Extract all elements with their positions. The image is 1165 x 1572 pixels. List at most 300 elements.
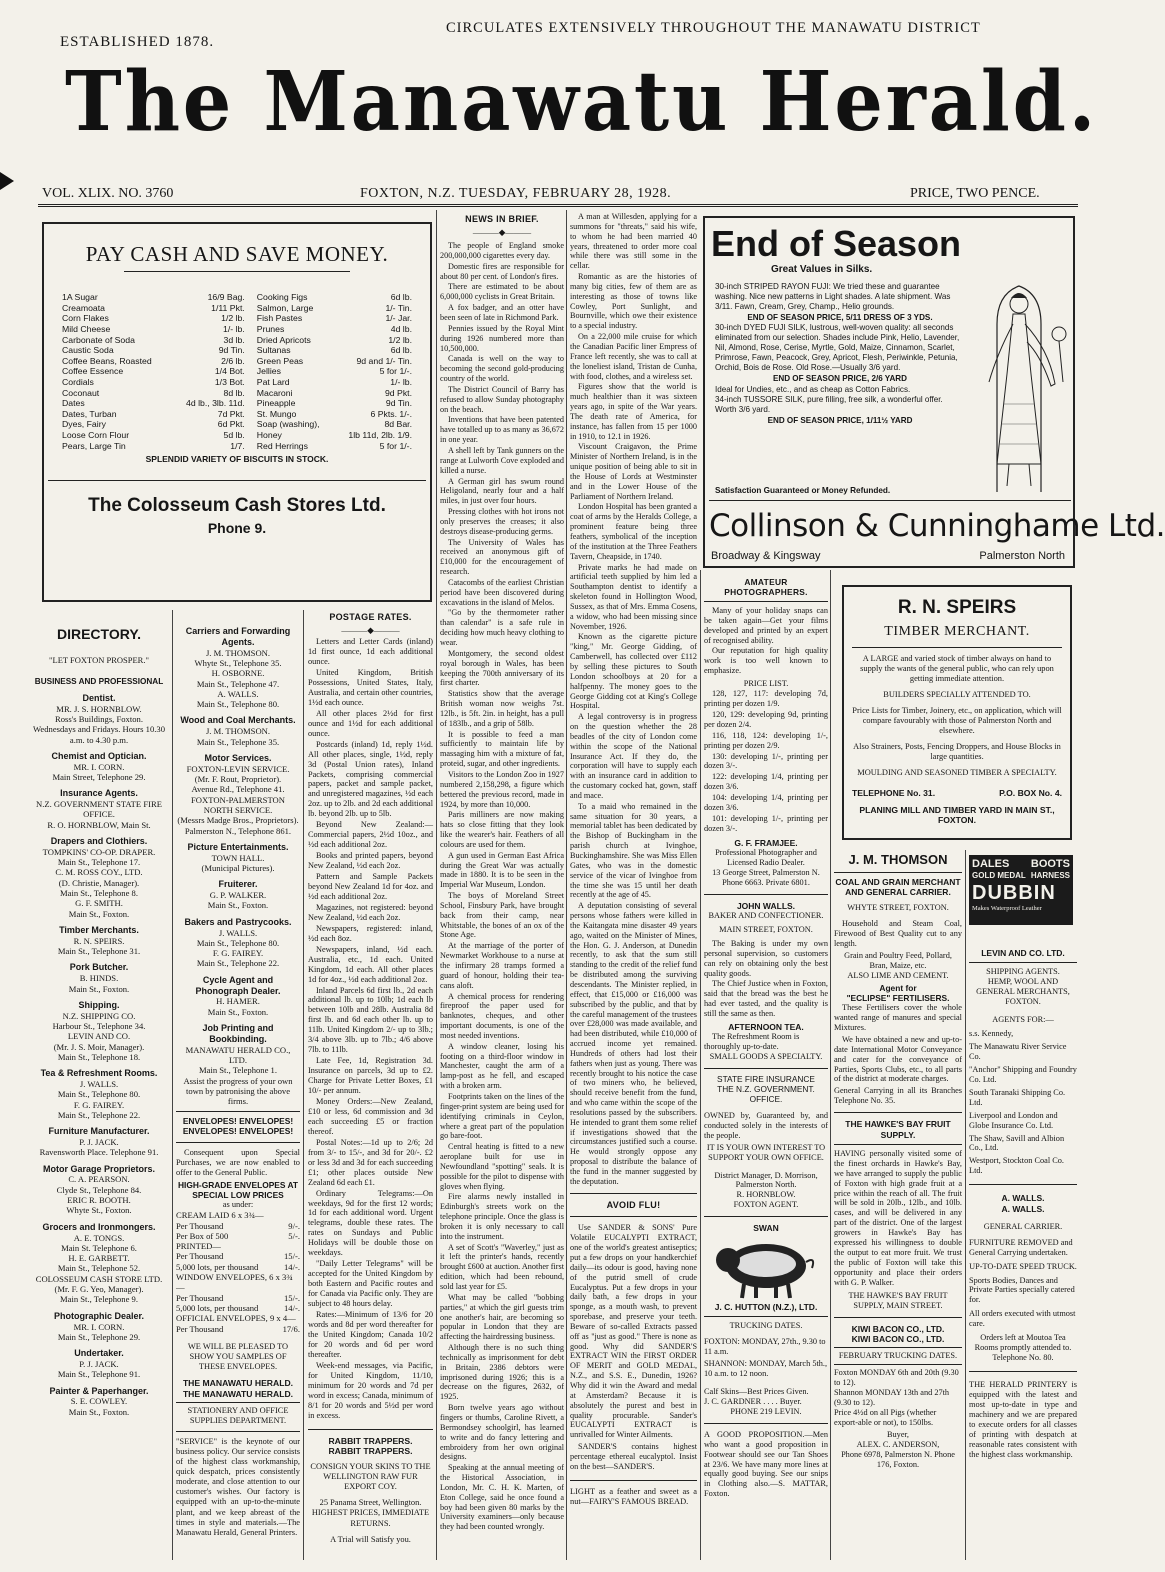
item-price: 9d and 1/- Tin. bbox=[356, 355, 412, 366]
item-name: Caustic Soda bbox=[62, 345, 114, 356]
postage-paragraph: Postcards (inland) 1d, reply 1½d. All other places, single, 1½d, reply 3d (Postal Union rates), Inland Packets, comprising commercial papers, packet and sample packet, and unregistered magazines, ½d each 2oz. up to 2lb. and 2d each additional lb. beyond 2lb. up to 5lb. bbox=[308, 739, 433, 819]
directory-entry: H. E. GARBETT. bbox=[68, 1253, 130, 1264]
kiwi-phone: Phone 6978, Palmerston N. Phone 176, Foxton. bbox=[841, 1449, 955, 1469]
envelope-price-row bbox=[176, 1251, 300, 1261]
directory-entry: G. P. WALKER. bbox=[209, 890, 267, 901]
directory-category: Cycle Agent and Phonograph Dealer. bbox=[195, 974, 281, 996]
news-item: Paris milliners are now making hats so close fitting that they look like the wearer's hair. Feathers of all colours are used for them. bbox=[440, 810, 564, 849]
directory-category: Timber Merchants. bbox=[59, 925, 139, 936]
levin-column bbox=[969, 948, 1077, 1560]
directory-entry: J. M. THOMSON. bbox=[205, 647, 271, 658]
directory-entry: Avenue Rd., Telephone 41. bbox=[191, 784, 285, 795]
directory-entry: Main St., Foxton. bbox=[207, 900, 269, 911]
news-heading: NEWS IN BRIEF. bbox=[465, 214, 539, 224]
walls-text: The Baking is under my own personal supervision, so customers can rely on obtaining only the best quality goods. bbox=[704, 939, 828, 979]
item-name: Macaroni bbox=[256, 387, 293, 398]
item-price: 6d lb. bbox=[390, 292, 412, 303]
postage-paragraph: Rates:—Minimum of 13/6 for 20 words and 8d per word thereafter for the United Kingdom; Canada 10/2 for 20 words and 6d per word thereafter. bbox=[308, 1310, 433, 1359]
directory-entry: (Municipal Pictures). bbox=[201, 862, 275, 873]
season-price: END OF SEASON PRICE, 2/6 YARD bbox=[772, 373, 908, 383]
envelope-item: Per Box of 500 bbox=[176, 1230, 229, 1241]
item-name: Coffee Beans, Roasted bbox=[62, 355, 152, 366]
envelope-price: 15/-. bbox=[284, 1292, 300, 1303]
directory-entry: Main St., Foxton. bbox=[68, 908, 130, 919]
directory-entry: MR. I. CORN. bbox=[73, 761, 125, 772]
news-item: A legal controversy is in progress on the question whether the 28 beadles of the city of London come within the scope of the National Insurance Act. If they do, the corporation will have to supply each with an insurance card in addition to the customary cocked hat, gown, staff and mace. bbox=[570, 712, 697, 800]
directory-entry: Ravensworth Place. Telephone 91. bbox=[39, 1147, 159, 1158]
envelope-price-row bbox=[176, 1324, 300, 1334]
walls-address: MAIN STREET, FOXTON. bbox=[719, 925, 813, 935]
herald-printery: THE HERALD PRINTERY is equipped with the latest and most up-to-date in type and machinery and we are prepared to execute orders for all classes of printing with despatch at reasonable rates consistent with the highest class workmanship. bbox=[969, 1380, 1077, 1459]
store-name: The Colosseum Cash Stores Ltd. bbox=[88, 495, 386, 517]
directory-category: Fruiterer. bbox=[218, 879, 258, 890]
speirs-box: P.O. BOX No. 4. bbox=[999, 788, 1062, 799]
envelope-item: WINDOW ENVELOPES, 6 x 3¾— bbox=[176, 1272, 293, 1293]
item-name: Pears, Large Tin bbox=[62, 440, 126, 451]
postage-heading: POSTAGE RATES. bbox=[329, 612, 412, 622]
item-name: Green Peas bbox=[256, 355, 304, 366]
postage-paragraph: Beyond New Zealand:—Commercial papers, 2½d 10oz., and ½d each additional 2oz. bbox=[308, 820, 433, 850]
envelope-price-row bbox=[176, 1262, 300, 1272]
news-item: A fox badger, and an otter have been seen of late in Richmond Park. bbox=[440, 303, 564, 323]
afternoon-tea: AFTERNOON TEA. bbox=[728, 1021, 804, 1032]
hutton-firm: J. C. HUTTON (N.Z.), LTD. bbox=[714, 1301, 818, 1312]
directory-entry: C. A. PEARSON. bbox=[68, 1174, 130, 1185]
news-item: Romantic as are the histories of many big cities, few of them are as interesting as those of towns like Cowley, Port Sunlight, and Bournville, which owe their existence to a special industry. bbox=[570, 272, 697, 331]
item-price: 7d Pkt. bbox=[217, 408, 245, 419]
kiwi-dates: FEBRUARY TRUCKING DATES. bbox=[838, 1351, 958, 1361]
insurance-heading-2: THE N.Z. GOVERNMENT. bbox=[717, 1083, 815, 1094]
envelope-item: Per Thousand bbox=[176, 1292, 224, 1303]
item-price: 4d lb., 3lb. 11d. bbox=[186, 398, 245, 409]
directory-entry: J. WALLS. bbox=[79, 1079, 119, 1090]
thomson-lime: ALSO LIME AND CEMENT. bbox=[847, 970, 949, 980]
insurance-cap: IT IS YOUR OWN INTEREST TO SUPPORT YOUR OWN OFFICE. bbox=[706, 1142, 826, 1162]
envelope-item: 5,000 lots, per thousand bbox=[176, 1303, 259, 1314]
news-item: A set of Scott's "Waverley," just as it left the printer's hands, recently brought £600 at auction. Another first edition, which had been rebound, sold last year for £5. bbox=[440, 1242, 564, 1292]
envelope-item: Per Thousand bbox=[176, 1323, 224, 1334]
speirs-strainers: Also Strainers, Posts, Fencing Droppers, and House Blocks in large quantities. bbox=[853, 742, 1061, 762]
item-name: Coconaut bbox=[62, 387, 100, 398]
silk-item: 34-inch TUSSORE SILK, pure filling, free silk, a wonderful offer. Worth 3/6 yard. bbox=[715, 395, 943, 415]
kiwi-price: Price 4½d on all Pigs (whether export-able or not), to 150lbs. bbox=[834, 1408, 937, 1428]
envelope-price-row bbox=[176, 1303, 300, 1313]
speirs-builders: BUILDERS SPECIALLY ATTENDED TO. bbox=[883, 689, 1031, 699]
directory-entry: Main St., Telephone 91. bbox=[57, 1369, 141, 1380]
item-price: 5d lb. bbox=[223, 429, 245, 440]
directory-category: Insurance Agents. bbox=[60, 788, 138, 799]
thomson-carrying: General Carrying in all its Branches Telephone No. 35. bbox=[834, 1086, 962, 1106]
item-price: 4d lb. bbox=[390, 324, 412, 335]
thomson-coal: Household and Steam Coal, Firewood of Best Quality cut to any length. bbox=[834, 918, 962, 948]
news-item: What may be called "bobbing parties," at which the girl guests trim one another's hair, are becoming so popular in London that they are affecting the hairdressing business. bbox=[440, 1292, 564, 1342]
speirs-text: A LARGE and varied stock of timber always on hand to supply the wants of the general public, who can rely upon getting immediate attention. bbox=[860, 653, 1054, 683]
envelope-price-row bbox=[176, 1221, 300, 1231]
news-item: The District Council of Barry has refused to allow Sunday photography on the beach. bbox=[440, 384, 564, 414]
dateline: FOXTON, N.Z. TUESDAY, FEBRUARY 28, 1928. bbox=[360, 186, 672, 201]
swan-label: SWAN bbox=[753, 1223, 779, 1234]
directory-category: Bakers and Pastrycooks. bbox=[184, 916, 292, 927]
envelope-price-row bbox=[176, 1241, 300, 1251]
envelope-item: CREAM LAID 6 x 3¾— bbox=[176, 1210, 264, 1221]
rabbit-heading-1: RABBIT TRAPPERS. bbox=[328, 1435, 413, 1446]
speirs-moulding: MOULDING AND SEASONED TIMBER A SPECIALTY. bbox=[857, 768, 1057, 778]
price-row bbox=[60, 345, 414, 356]
gardner-buyer: J. C. GARDNER . . . . Buyer. bbox=[704, 1396, 802, 1406]
thomson-agent: Agent for bbox=[879, 982, 917, 993]
price-row bbox=[60, 366, 414, 377]
directory-entry: MR. J. S. HORNBLOW. bbox=[56, 703, 142, 714]
herald-line-1: THE MANAWATU HERALD. bbox=[182, 1378, 294, 1389]
hawkes-bay-text: HAVING personally visited some of the finest orchards in Hawke's Bay, we have arranged to supply the public of Foxton with high grade fruit at a price within the reach of all. The fruit will be sold in 20lb., 12lb., and 10lb. cases, and will be delivered in any part of the district. One of the largest growers in Hawke's Bay has expressed his willingness to double the output to eat more fruit. We trust the public of Foxton will take this opportunity and place their orders with G. P. Walker. bbox=[834, 1148, 962, 1288]
price-row bbox=[60, 313, 414, 324]
directory-category: Dentist. bbox=[82, 692, 116, 703]
hawkes-bay-heading: THE HAWKE'S BAY FRUIT SUPPLY. bbox=[845, 1119, 951, 1140]
price-list-heading: PRICE LIST. bbox=[743, 678, 789, 688]
price-row bbox=[60, 377, 414, 388]
envelope-price-row bbox=[176, 1210, 300, 1220]
dubbin-ad bbox=[969, 855, 1073, 925]
hutton-trucking: TRUCKING DATES. bbox=[729, 1321, 803, 1331]
directory-entry: Main St., Telephone 80. bbox=[57, 1089, 141, 1100]
news-item: To a maid who remained in the same situation for 30 years, a memorial tablet has been dedicated by the Bishop of Buckingham in the parish church at Ivinghoe, Buckinghamshire. She was Miss Ellen Gates, who was in the domestic service of the vicar of Ivinghoe from the time she was 15 until her death recently at the age of 45. bbox=[570, 801, 697, 900]
insurance-heading-3: OFFICE. bbox=[749, 1093, 783, 1104]
news-item: Canada is well on the way to becoming the second gold-producing country of the world. bbox=[440, 354, 564, 384]
item-name: Jellies bbox=[256, 366, 281, 377]
awalls-heading-1: A. WALLS. bbox=[1001, 1193, 1045, 1204]
kiwi-name: ALEX. C. ANDERSON, bbox=[856, 1439, 940, 1449]
thomson-column bbox=[834, 852, 962, 1562]
collinson-address-right: Palmerston North bbox=[979, 550, 1065, 562]
gardner-phone: PHONE 219 LEVIN. bbox=[730, 1406, 802, 1416]
item-name: Sultanas bbox=[256, 345, 291, 356]
directory-entry: Whyte St., Foxton. bbox=[66, 1205, 132, 1216]
price-row bbox=[60, 388, 414, 399]
price-row bbox=[60, 398, 414, 409]
item-name: Coffee Essence bbox=[62, 366, 124, 377]
postage-paragraph: "Daily Letter Telegrams" will be accepted for the United Kingdom by both Eastern and Pacific routes and for Canada via Pacific only. They are subject to 48 hours delay. bbox=[308, 1259, 433, 1309]
agency-item: Westport, Stockton Coal Co. Ltd. bbox=[969, 1156, 1064, 1176]
directory-entry: (Messrs Madge Bros., Proprietors). bbox=[177, 815, 299, 826]
directory-entry: Main St., Foxton. bbox=[68, 983, 130, 994]
item-name: Corn Flakes bbox=[62, 313, 109, 324]
directory-entry: Main St., Telephone 1. bbox=[198, 1065, 277, 1076]
postage-paragraph: Money Orders:—New Zealand, £10 or less, 6d commission and 3d each succeeding £5 or fraction thereof. bbox=[308, 1097, 433, 1136]
directory-entry: Main St., Telephone 29. bbox=[57, 1331, 141, 1342]
item-name: Prunes bbox=[256, 324, 285, 335]
insurance-agent-2: FOXTON AGENT. bbox=[733, 1200, 799, 1210]
item-price: 2/6 lb. bbox=[221, 355, 245, 366]
directory-entry: COLOSSEUM CASH STORE LTD. bbox=[35, 1273, 163, 1284]
directory-entry: Clyde St., Telephone 84. bbox=[56, 1184, 142, 1195]
price-line: PRICE, TWO PENCE. bbox=[910, 186, 1040, 201]
news-item: A window cleaner, losing his footing on a third-floor window in Manchester, caught the arm of a lamp-post as he fell, and escaped with a broken arm. bbox=[440, 1041, 564, 1091]
item-price: 1/3 Bot. bbox=[214, 377, 245, 388]
postage-paragraph: Books and printed papers, beyond New Zealand, ½d each 2oz. bbox=[308, 851, 433, 871]
fairy-bread-text: LIGHT as a feather and sweet as a nut—FAIRY'S FAMOUS BREAD. bbox=[570, 1486, 697, 1506]
thomson-conveyance: We have obtained a new and up-to-date International Motor Conveyance and cater for the conveyance of Parties, Sports Clubs, etc., to all parts of the district at moderate charges. bbox=[834, 1034, 962, 1084]
news-item: It is possible to feed a man sufficiently to maintain life by massaging him with a mixture of fat, proteid, sugar, and other ingredients. bbox=[440, 729, 564, 769]
colosseum-cash-stores-ad bbox=[42, 222, 432, 602]
item-price: 1/- Jar. bbox=[385, 313, 412, 324]
awalls-carrier: GENERAL CARRIER. bbox=[983, 1221, 1063, 1231]
directory-category: Drapers and Clothiers. bbox=[50, 836, 148, 847]
directory-entry: R. O. HORNBLOW, Main St. bbox=[47, 819, 151, 830]
hutton-shannon: SHANNON: MONDAY, March 5th., 10 a.m. to 12 noon. bbox=[704, 1358, 828, 1378]
item-price: 1/4 Bot. bbox=[214, 366, 245, 377]
directory-entry: (Mr. F. Rout, Proprietor). bbox=[194, 774, 282, 784]
silk-subheading: Great Values in Silks. bbox=[771, 264, 873, 275]
item-price: 9d Tin. bbox=[218, 345, 245, 356]
postage-paragraph: United Kingdom, British Possessions, United States, Italy, Australia, and certain other countries, 1½d each ounce. bbox=[308, 667, 433, 707]
rabbit-trial: A Trial will Satisfy you. bbox=[330, 1534, 411, 1544]
directory-category: Furniture Manufacturer. bbox=[48, 1126, 150, 1137]
price-row bbox=[60, 409, 414, 420]
awalls-heading-2: A. WALLS. bbox=[1001, 1203, 1045, 1214]
directory-entry: MANAWATU HERALD CO., LTD. bbox=[185, 1044, 291, 1065]
thomson-trade: COAL AND GRAIN MERCHANT AND GENERAL CARRIER. bbox=[835, 876, 961, 897]
thomson-grain: Grain and Poultry Feed, Pollard, Bran, Maize, etc. bbox=[844, 950, 952, 970]
levin-merchants: HEMP, WOOL AND GENERAL MERCHANTS, FOXTON. bbox=[976, 977, 1070, 1007]
agency-item: s.s. Kennedy, bbox=[969, 1028, 1014, 1038]
price-row bbox=[60, 324, 414, 335]
directory-column bbox=[32, 626, 166, 1561]
envelope-price-row bbox=[176, 1231, 300, 1241]
afternoon-tea-text: The Refreshment Room is thoroughly up-to-date. bbox=[704, 1032, 800, 1051]
news-item: A shell left by Tank gunners on the range at Lulworth Cove exploded and killed a nurse. bbox=[440, 445, 564, 475]
awalls-orders: All orders executed with utmost care. bbox=[969, 1309, 1076, 1329]
small-goods: SMALL GOODS A SPECIALTY. bbox=[709, 1051, 823, 1061]
photo-price: 116, 118, 124: developing 1/-, printing per dozen 2/9. bbox=[704, 730, 828, 750]
item-price: 6d lb. bbox=[390, 345, 412, 356]
awalls-furniture: FURNITURE REMOVED and General Carrying undertaken. bbox=[969, 1237, 1073, 1257]
item-price: 1/- lb. bbox=[390, 377, 412, 388]
news-item: Born twelve years ago without fingers or thumbs, Caroline Rivett, a Bermondsey schoolgirl, has learned to write and do fancy lettering and embroidery from her own original designs. bbox=[440, 1403, 564, 1462]
speirs-name: R. N. SPEIRS bbox=[897, 597, 1017, 618]
news-item: Inventions that have been patented have totalled up to as many as 36,672 in one year. bbox=[440, 415, 564, 445]
item-name: St. Mungo bbox=[256, 408, 297, 419]
directory-entry: Main St., Telephone 17. bbox=[57, 857, 141, 868]
directory-entry: Main St., Foxton. bbox=[68, 1406, 130, 1417]
season-price: END OF SEASON PRICE, 1/11½ YARD bbox=[767, 416, 913, 426]
directory-heading: DIRECTORY. bbox=[56, 626, 141, 642]
volume-number: VOL. XLIX. NO. 3760 bbox=[42, 186, 174, 201]
awalls-sports: Sports Bodies, Dances and Private Parties specially catered for. bbox=[969, 1275, 1075, 1305]
postage-paragraph: Inland Parcels 6d first lb., 2d each additional lb. up to 10lb; 1d each lb between 10lb and 28lb. Australia 8d first lb. and 6d each other lb. up to 11lb. United Kingdom 2/- up to 3lb.; 3/4 above 3lb. up to 7lb.; 4/6 above 7lb. to 11lb. bbox=[308, 985, 433, 1055]
directory-entry: LEVIN AND CO. bbox=[67, 1031, 131, 1042]
walls-trade: BAKER AND CONFECTIONER. bbox=[708, 911, 824, 921]
directory-entry: Main St., Telephone 8. bbox=[59, 888, 138, 899]
news-item: At the marriage of the porter of Newmarket Workhouse to a nurse at the infirmary 28 tramps formed a guard of honour, holding their tea-cans aloft. bbox=[440, 941, 564, 990]
directory-entry: A. WALLS. bbox=[217, 688, 259, 699]
directory-entry: R. N. SPEIRS. bbox=[73, 935, 125, 946]
directory-entry: J. M. THOMSON. bbox=[205, 726, 271, 737]
news-in-brief-column: NEWS IN BRIEF. ———◆——— The people of England smoke 200,000,000 cigarettes every day. Domestic fires are responsible for about 80 per cent. of London's fires. There are estimated to be about 6,000,000 cyclists in Great Britain. A fox badger, and an otter have been seen of late in Richmond Park. Pennies issued by the Royal Mint during 1926 numbered more than 10,500,000. Canada is well on the way to becoming the second gold-producing country of the world. The District Council of Barry has refused to allow Sunday photography on the beach. Inventions that have been patented have totalled up to as many as 36,672 in one year. A shell left by Tank gunners on the range at Lulworth Cove exploded and killed a nurse. A German girl has swum round Heligoland, nearly four and a half miles, in just over four hours. Pressing clothes with hot irons not only preserves the creases; it also destroys disease-producing germs. The University of Wales has received an anonymous gift of £10,000 for the encouragement of research. Catacombs of the earliest Christian period have been discovered during excavations in the island of Melos. "Go by the thermometer rather than calendar" is a safe rule in deciding how much heavy clothing to wear. Montgomery, the second oldest royal borough in Wales, has been keeping the 700th anniversary of its first charter. Statistics show that the average British woman now weighs 7st. 12lb., is 5ft. 2in. in height, has a pull of 183lb., and a grip of 58lb. It is possible to feed a man sufficiently to maintain life by massaging him with a mixture of fat, proteid, sugar, and other ingredients. Visitors to the London Zoo in 1927 numbered 2,158,298, a figure which bettered the previous record, made in 1924, by more than 10,000. Paris milliners are now making hats so close fitting that they look like the wearer's hair. Feathers of all colours are used for them. A gun used in German East Africa during the Great War was actually made in 1880. It is to be seen in the Imperial War Museum, London. The boys of Moreland Street School, Finsbury Park, have brought back from their camp, near Whitstable, the bones of an ox of the Stone Age. At the marriage of the porter of Newmarket Workhouse to a nurse at the infirmary 28 tramps formed a guard of honour, holding their tea-cans aloft. A chemical process for rendering fireproof the paper used for banknotes, cheques, and other important documents, is one of the most needed inventions. A window cleaner, losing his footing on a third-floor window in Manchester, caught the arm of a lamp-post as he fell, and escaped with a broken arm. Footprints taken on the lines of the finger-print system are being used for identifying criminals in Ceylon, where a great part of the population go bare-foot. Central heating is fitted to a new aeroplane built for use in Newfoundland "spotting" seals. It is possible for the pilot to dispense with gloves when flying. Fire alarms newly installed in Edinburgh's streets work on the telephone principle. Once the glass is broken it is only necessary to call into the instrument. A set of Scott's "Waverley," just as it left the printer's hands, recently brought £600 at auction. Another first edition, which had been rebound, sold last year for £5. What may be called "bobbing parties," at which the girl guests trim one another's hair, are becoming so popular in London that they are affecting the hairdressing business. Although there is no such thing technically as imprisonment for debt in Britain, 2386 debtors were imprisoned during 1926; this is a decrease on the figures, 2632, of 1925. Born twelve years ago without fingers or thumbs, Caroline Rivett, a Bermondsey schoolgirl, has learned to write and do fancy lettering and embroidery from her own original designs. Speaking at the annual meeting of the Historical Association, in London, Mr. C. H. K. Marten, of Eton College, said he once found a boy had been given 80 marks by the University examiners—only because they had been counted wrongly. bbox=[440, 214, 564, 1532]
directory-category: Motor Services. bbox=[204, 752, 272, 763]
price-table bbox=[60, 292, 414, 451]
item-price: 1lb 11d, 2lb. 1/9. bbox=[348, 429, 412, 440]
item-price: 1/2 lb. bbox=[221, 313, 245, 324]
walls-name: JOHN WALLS. bbox=[736, 901, 796, 912]
news-item: Although there is no such thing technically as imprisonment for debt in Britain, 2386 debtors were imprisoned during 1926; this is a decrease on the figures, 2632, of 1925. bbox=[440, 1343, 564, 1402]
framjee-name: G. F. FRAMJEE. bbox=[734, 838, 798, 849]
directory-category: Painter & Paperhanger. bbox=[49, 1385, 149, 1396]
awalls-truck: UP-TO-DATE SPEED TRUCK. bbox=[969, 1261, 1077, 1271]
item-price: 1/- lb. bbox=[223, 324, 245, 335]
postage-rates-column: POSTAGE RATES. ———◆——— Letters and Letter Cards (inland) 1d first ounce, 1d each additional ounce. United Kingdom, British Possessions, United States, Italy, Australia, and certain other countries, 1½d each ounce. All other places 2½d for first ounce and 1½d for each additional ounce. Postcards (inland) 1d, reply 1½d. All other places, single, 1½d, reply 3d (Postal Union rates), Inland Packets, comprising commercial papers, packet and sample packet, and unregistered magazines, ½d each 2oz. up to 2lb. and 2d each additional lb. beyond 2lb. up to 5lb. Beyond New Zealand:—Commercial papers, 2½d 10oz., and ½d each additional 2oz. Books and printed papers, beyond New Zealand, ½d each 2oz. Pattern and Sample Packets beyond New Zealand 1d for 4oz. and ½d each additional 2oz. Magazines, not registered: beyond New Zealand, ½d each 2oz. Newspapers, registered: inland, ½d each 8oz. Newspapers, inland, ½d each. Australia, etc., 1d each. United Kingdom, 1d each. All other places 1d for 4oz., ½d each additional 2oz. Inland Parcels 6d first lb., 2d each additional lb. up to 10lb; 1d each lb between 10lb and 28lb. Australia 8d first lb. and 6d each other lb. up to 11lb. United Kingdom 2/- up to 3lb.; 3/4 above 3lb. up to 7lb.; 4/6 above 7lb. to 11lb. Late Fee, 1d, Registration 3d. Insurance on parcels, 3d up to £2. Charge for Private Letter Boxes, £1 10/- per annum. Money Orders:—New Zealand, £10 or less, 6d commission and 3d each succeeding £5 or fraction thereof. Postal Notes:—1d up to 2/6; 2d from 3/- to 15/-, and 3d for 20/-. £2 or less 3d and 3d for each succeeding £1; other places outside New Zealand 6d each £1. Ordinary Telegrams:—On weekdays, 9d for the first 12 words; 1d for each additional word. Urgent telegrams, double these rates. The rates on Sundays and Public Holidays will be double those on weekdays. "Daily Letter Telegrams" will be accepted for the United Kingdom by both Eastern and Pacific routes and for Canada via Pacific only. They are subject to 48 hours delay. Rates:—Minimum of 13/6 for 20 words and 8d per word thereafter for the United Kingdom; Canada 10/2 for 20 words and 6d per word thereafter. Week-end messages, via Pacific, for United Kingdom, 11/10, minimum for 20 words and 7d per word in excess; Canada, minimum of 8/1 for 20 words and 5½d per word in excess. RABBIT TRAPPERS. RABBIT TRAPPERS. CONSIGN YOUR SKINS TO THE WELLINGTON RAW FUR EXPORT COY. 25 Panama Street, Wellington. HIGHEST PRICES, IMMEDIATE RETURNS. A Trial will Satisfy you. bbox=[308, 612, 433, 1544]
envelopes-intro: Consequent upon Special Purchases, we are now enabled to offer to the General Public. bbox=[176, 1147, 300, 1177]
news-item: Known as the cigarette picture "king," Mr. George Gidding, of Camberwell, has collected over £112 by selling these pictures to South London schoolboys at 20 for a halfpenny. The money goes to the George Gidding cot at King's College Hospital. bbox=[570, 632, 697, 711]
price-row bbox=[60, 419, 414, 430]
item-price: 9d Pkt. bbox=[384, 387, 412, 398]
thomson-address: WHYTE STREET, FOXTON. bbox=[847, 902, 949, 912]
directory-entry: (Mr. F. G. Yeo, Manager). bbox=[54, 1284, 144, 1295]
postage-paragraph: Ordinary Telegrams:—On weekdays, 9d for the first 12 words; 1d for each additional word. Urgent telegrams, double these rates. The rates on Sundays and Public Holidays will be double those on weekdays. bbox=[308, 1188, 433, 1258]
item-name: Creamoata bbox=[62, 302, 105, 313]
speirs-price-lists: Price Lists for Timber, Joinery, etc., on application, which will compare favourably with those of Palmerston North and elsewhere. bbox=[852, 705, 1062, 736]
directory-entry: F. G. FAIREY. bbox=[212, 948, 264, 959]
dubbin-title: DUBBIN bbox=[972, 881, 1056, 904]
news-item: Montgomery, the second oldest royal borough in Wales, has been keeping the 700th anniversary of its first charter. bbox=[440, 648, 564, 688]
directory-entry: FOXTON-LEVIN SERVICE. bbox=[186, 763, 290, 774]
envelope-price: 14/-. bbox=[284, 1261, 300, 1272]
envelopes-samples: WE WILL BE PLEASED TO SHOW YOU SAMPLES OF THESE ENVELOPES. bbox=[187, 1341, 289, 1372]
dubbin-brand: DALES bbox=[972, 858, 1010, 870]
news-item: The University of Wales has received an anonymous gift of £10,000 for the encouragement of research. bbox=[440, 537, 564, 577]
news-item: On a 22,000 mile cruise for which the Canadian Pacific liner Empress of France left recently, she was to call at the loneliest island, Tristan de Cunha, with food, clothes, and a wireless set. bbox=[570, 332, 697, 381]
directory-column-2 bbox=[176, 620, 300, 1560]
silk-item: 30-inch DYED FUJI SILK, lustrous, well-woven quality: all seconds eliminated from our selection. Shades include Pink, Helio, Lavender, Nil, Almond, Rose, Cerise, Myrtle, Gold, Maize, Cinnamon, Scarlet, Primrose, Fawn, Peacock, Grey, Apricot, Flesh, Periwinkle, Petunia, Orchid, Bois de Rose. Old Rose.—Usually 3/6 yard. bbox=[715, 323, 960, 372]
directory-entry: Main St., Telephone 22. bbox=[196, 958, 280, 969]
photo-price: 104: developing 1/4, printing per dozen 3/6. bbox=[704, 793, 828, 813]
directory-category: Wood and Coal Merchants. bbox=[180, 715, 296, 726]
postage-paragraph: All other places 2½d for first ounce and 1½d for each additional ounce. bbox=[308, 708, 433, 738]
agency-item: Liverpool and London and Globe Insurance Co. Ltd. bbox=[969, 1110, 1058, 1130]
service-text: "SERVICE" is the keynote of our business policy. Our service consists of the highest class workmanship, quick despatch, prices consistently moderate, and close attention to our customer's wishes. Our factory is equipped with an up-to-the-minute plant, and we keep abreast of the times in style and materials.—The Manawatu Herald, General Printers. bbox=[176, 1437, 300, 1537]
news-item: Pressing clothes with hot irons not only preserves the creases; it also destroys disease-producing germs. bbox=[440, 507, 564, 536]
news-item: A German girl has swum round Heligoland, nearly four and a half miles, in just over four hours. bbox=[440, 476, 564, 506]
ad-headline: PAY CASH AND SAVE MONEY. bbox=[85, 242, 389, 266]
pig-icon bbox=[704, 1234, 828, 1300]
directory-entry: TOMPKINS' CO-OP. DRAPER. bbox=[42, 846, 156, 857]
news-item: Footprints taken on the lines of the finger-print system are being used for identifying criminals in Ceylon, where a great part of the population go bare-foot. bbox=[440, 1091, 564, 1141]
envelope-item: Per Thousand bbox=[176, 1220, 224, 1231]
news-item: Speaking at the annual meeting of the Historical Association, in London, Mr. C. H. K. Marten, of Eton College, said he once found a boy had been given 80 marks by the University examiners—only because they had been counted wrongly. bbox=[440, 1463, 564, 1532]
news-item: Fire alarms newly installed in Edinburgh's streets work on the telephone principle. Once the glass is broken it is only necessary to call into the instrument. bbox=[440, 1192, 564, 1241]
rabbit-heading-2: RABBIT TRAPPERS. bbox=[328, 1445, 413, 1456]
biscuits-notice: SPLENDID VARIETY OF BISCUITS IN STOCK. bbox=[145, 454, 329, 465]
item-name: Loose Corn Flour bbox=[62, 429, 130, 440]
news-item: Figures show that the world is much healthier than it was sixteen years ago, in spite of the War years. The death rate of America, for instance, has fallen from 15 per 1000 in 1910, to 12.1 in 1926. bbox=[570, 382, 697, 441]
postage-paragraph: Letters and Letter Cards (inland) 1d first ounce, 1d each additional ounce. bbox=[308, 637, 433, 667]
directory-entry: Wednesdays and Fridays. Hours 10.30 a.m. to 4.30 p.m. bbox=[32, 724, 165, 745]
speirs-trade: TIMBER MERCHANT. bbox=[884, 623, 1030, 639]
envelope-item: Per Thousand bbox=[176, 1251, 224, 1262]
item-name: Dates, Turban bbox=[62, 408, 117, 419]
envelope-price: 5/-. bbox=[288, 1230, 300, 1241]
directory-entry: P. J. JACK. bbox=[79, 1137, 119, 1148]
directory-entry: (Mr. J. S. Moir, Manager). bbox=[53, 1041, 145, 1052]
awalls-moutoa: Orders left at Moutoa Tea Rooms promptly attended to. Telephone No. 80. bbox=[974, 1333, 1072, 1363]
envelope-price-row bbox=[176, 1313, 300, 1323]
envelope-price-row bbox=[176, 1293, 300, 1303]
item-name: Red Herrings bbox=[256, 440, 308, 451]
price-row bbox=[60, 303, 414, 314]
guarantee-line: Satisfaction Guaranteed or Money Refunded. bbox=[715, 486, 891, 495]
directory-entry: MR. I. CORN. bbox=[73, 1321, 125, 1332]
silk-item: Ideal for Undies, etc., and as cheap as Cotton Fabrics. bbox=[715, 384, 911, 394]
news-item: Private marks he had made on artificial teeth supplied by him led a Southampton dentist to identify a skeleton found in Hollington Wood, Sussex, as that of Mrs. Emma Cosens, a widow, who had been missing since November, 1926. bbox=[570, 562, 697, 631]
envelope-price: 9/-. bbox=[288, 1220, 300, 1231]
directory-entry: H. OSBORNE. bbox=[211, 668, 265, 679]
price-row bbox=[60, 441, 414, 452]
footwear-proposition: A GOOD PROPOSITION.—Men who want a good proposition in Footwear should see our Tan Shoes at 23/6. We have many more lines at equally good buying. See our snips in Clothing also.—S. MATTAR, Foxton. bbox=[704, 1429, 828, 1499]
news-item: Statistics show that the average British woman now weighs 7st. 12lb., is 5ft. 2in. in height, has a pull of 183lb., and a grip of 58lb. bbox=[440, 689, 564, 728]
item-price: 5 for 1/-. bbox=[379, 366, 412, 377]
directory-entry: FOXTON-PALMERSTON NORTH SERVICE. bbox=[191, 794, 285, 815]
directory-entry: Main St., Telephone 31. bbox=[57, 946, 141, 957]
postage-paragraph: Week-end messages, via Pacific, for United Kingdom, 11/10, minimum for 20 words and 7d per word in excess; Canada, minimum of 8/1 for 20 words and 5½d per word in excess. bbox=[308, 1360, 433, 1420]
item-price: 1/11 Pkt. bbox=[211, 302, 245, 313]
directory-category: Picture Entertainments. bbox=[187, 841, 289, 852]
envelope-price: 14/-. bbox=[284, 1303, 300, 1314]
newspaper-title: The Manawatu Herald. bbox=[65, 54, 1099, 150]
insurance-agent-1: R. HORNBLOW. bbox=[736, 1190, 796, 1200]
amateur-intro-2: Our reputation for high quality work is too well known to emphasize. bbox=[704, 645, 828, 675]
hutton-foxton: FOXTON: MONDAY, 27th., 9.30 to 11 a.m. bbox=[704, 1336, 826, 1356]
calf-skins: Calf Skins—Best Prices Given. bbox=[704, 1386, 809, 1396]
news-item: Central heating is fitted to a new aeroplane built for use in Newfoundland "spotting" seals. It is possible for the pilot to dispense with gloves when flying. bbox=[440, 1142, 564, 1191]
circulation-line: CIRCULATES EXTENSIVELY THROUGHOUT THE MANAWATU DISTRICT bbox=[446, 20, 981, 36]
directory-category: Shipping. bbox=[78, 999, 120, 1010]
kiwi-heading-1: KIWI BACON CO., LTD. bbox=[851, 1323, 945, 1334]
directory-category: Pork Butcher. bbox=[69, 962, 129, 973]
photo-price: 130: developing 1/-, printing per dozen 3/-. bbox=[704, 751, 828, 771]
flu-text: Use SANDER & SONS' Pure Volatile EUCALYPTI EXTRACT, one of the world's greatest antiseptics; put a few drops on your handkerchief daily—its odour is good, having none of the putrid smell of crude Eucalyptus. Put a few drops in your daily bath, a few drops in your sponge, as a mouth wash, to prevent sporebase, and preserve your teeth. Beware of so-called Extracts passed off as "just as good." There is none as good. Why did SANDER'S EXTRACT WIN the FIRST ORDER OF MERIT and GOLD MEDAL, N.Z., and S.S. E., Dunedin, 1926? Why did it win the Award and medal at Amsterdam? Because it is absolutely the purest and best in quality procurable. Sander's EUCALYPTI EXTRACT is unrivalled for Winter Ailments. bbox=[570, 1223, 697, 1440]
item-name: Fish Pastes bbox=[256, 313, 303, 324]
dubbin-medal: GOLD MEDAL bbox=[972, 871, 1026, 881]
postage-paragraph: Newspapers, inland, ½d each. Australia, etc., 1d each. United Kingdom, 1d each. All other places 1d for 4oz., ½d each additional 2oz. bbox=[308, 944, 433, 984]
news-item: The people of England smoke 200,000,000 cigarettes every day. bbox=[440, 241, 564, 260]
directory-entry: F. G. FAIREY. bbox=[73, 1099, 125, 1110]
directory-entry: Main St., Telephone 9. bbox=[59, 1294, 138, 1305]
levin-name: LEVIN AND CO. LTD. bbox=[981, 948, 1065, 958]
directory-category: Grocers and Ironmongers. bbox=[42, 1221, 156, 1232]
price-row bbox=[60, 430, 414, 441]
item-price: 5 for 1/-. bbox=[379, 440, 412, 451]
item-name: Salmon, Large bbox=[256, 302, 314, 313]
store-phone: Phone 9. bbox=[207, 520, 267, 537]
directory-category: Carriers and Forwarding Agents. bbox=[185, 626, 291, 647]
edge-marker-icon bbox=[0, 172, 14, 190]
rabbit-text: CONSIGN YOUR SKINS TO THE WELLINGTON RAW FUR EXPORT COY. bbox=[310, 1462, 431, 1492]
flu-heading: AVOID FLU! bbox=[606, 1199, 661, 1210]
news-item: Domestic fires are responsible for about 80 per cent. of London's fires. bbox=[440, 261, 564, 281]
collinson-firm-name: Collinson & Cunninghame Ltd. bbox=[709, 508, 1165, 544]
news-item: A gun used in German East Africa during the Great War was actually made in 1880. It is to be seen in the Imperial War Museum, London. bbox=[440, 850, 564, 890]
postage-paragraph: Newspapers, registered: inland, ½d each 8oz. bbox=[308, 923, 433, 943]
news-item: Viscount Craigavon, the Prime Minister of Northern Ireland, is in the unique position of being able to sit in the House of Lords at Westminster and in the Lower House of the Parliament of Northern Ireland. bbox=[570, 442, 697, 501]
kiwi-foxton: Foxton MONDAY 6th and 20th (9.30 to 12). bbox=[834, 1368, 959, 1388]
directory-entry: TOWN HALL. bbox=[211, 852, 265, 863]
directory-entry: (D. Christie, Manager). bbox=[58, 877, 140, 888]
silk-item: 30-inch STRIPED RAYON FUJI: We tried these and guarantee washing. Nice new patterns in Light shades. A late shipment. Was 3/11. Fawn, Cream, Grey, Champ., Helio grounds. bbox=[715, 282, 951, 311]
directory-entry: H. HAMER. bbox=[216, 996, 260, 1007]
news-item: Visitors to the London Zoo in 1927 numbered 2,158,298, a figure which bettered the previous record, made in 1924, by more than 10,000. bbox=[440, 769, 564, 809]
postage-paragraph: Magazines, not registered: beyond New Zealand, ½d each 2oz. bbox=[308, 902, 433, 922]
directory-entry: Main St., Telephone 18. bbox=[57, 1051, 141, 1062]
directory-entry: Main St., Telephone 52. bbox=[57, 1263, 141, 1274]
